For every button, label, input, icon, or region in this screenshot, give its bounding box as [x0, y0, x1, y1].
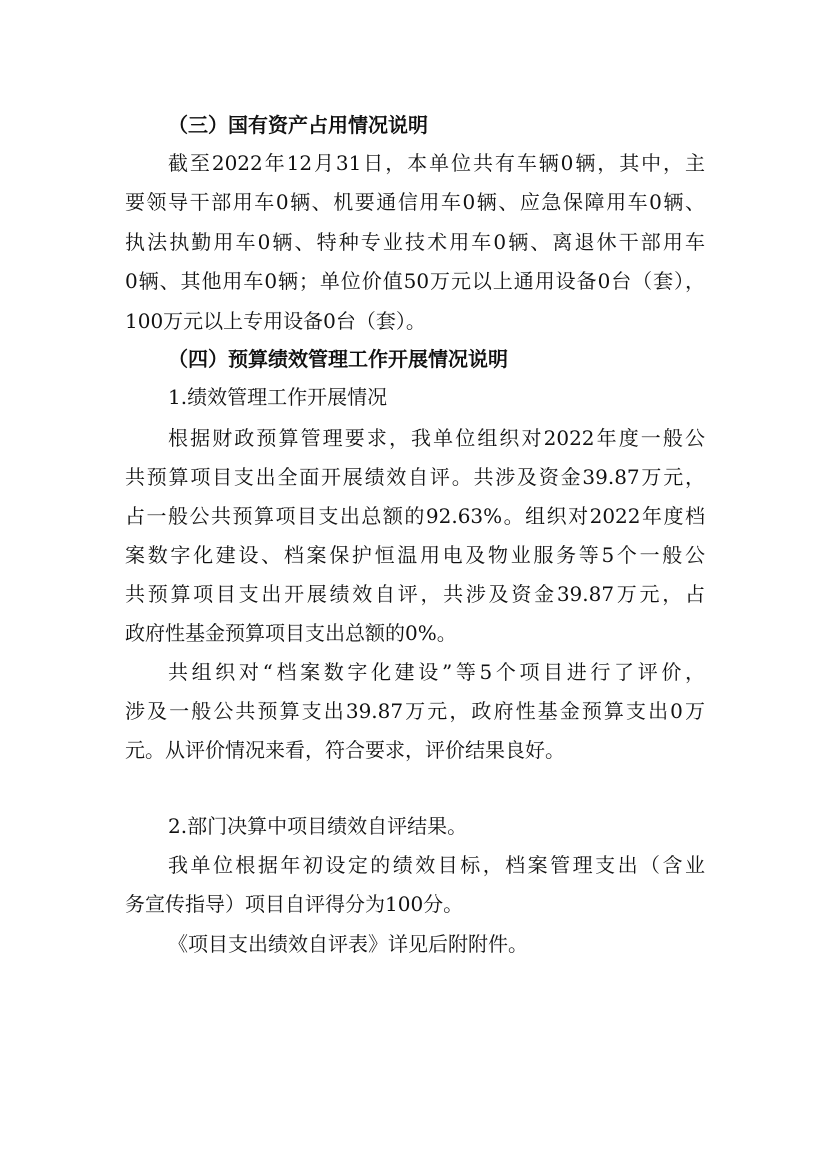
paragraph-line: 100万元以上专用设备0台（套）。 — [125, 309, 426, 333]
paragraph-line: 0辆、其他用车0辆；单位价值50万元以上通用设备0台（套）， — [125, 269, 705, 293]
paragraph-line: 共组织对“档案数字化建设”等5个项目进行了评价， — [168, 660, 705, 684]
subheading-1: 1.绩效管理工作开展情况 — [168, 385, 388, 409]
paragraph-line: 要领导干部用车0辆、机要通信用车0辆、应急保障用车0辆、 — [125, 190, 705, 214]
paragraph-line: 截至2022年12月31日，本单位共有车辆0辆，其中，主 — [168, 151, 705, 175]
paragraph-line: 元。从评价情况来看，符合要求，评价结果良好。 — [125, 738, 565, 762]
paragraph-line: 务宣传指导）项目自评得分为100分。 — [125, 892, 464, 916]
paragraph-line: 案数字化建设、档案保护恒温用电及物业服务等5个一般公 — [125, 543, 705, 567]
subheading-2: 2.部门决算中项目绩效自评结果。 — [168, 814, 468, 838]
paragraph-line: 共预算项目支出全面开展绩效自评。共涉及资金39.87万元， — [125, 465, 705, 489]
paragraph-line: 根据财政预算管理要求，我单位组织对2022年度一般公 — [168, 426, 705, 450]
attachment-note: 《项目支出绩效自评表》详见后附附件。 — [168, 932, 528, 956]
paragraph-line: 执法执勤用车0辆、特种专业技术用车0辆、离退休干部用车 — [125, 230, 705, 254]
paragraph-line: 共预算项目支出开展绩效自评，共涉及资金39.87万元，占 — [125, 582, 705, 606]
paragraph-line: 我单位根据年初设定的绩效目标，档案管理支出（含业 — [168, 853, 705, 877]
paragraph-line: 涉及一般公共预算支出39.87万元，政府性基金预算支出0万 — [125, 699, 705, 723]
paragraph-line: 占一般公共预算项目支出总额的92.63%。组织对2022年度档 — [125, 504, 705, 528]
section-heading-performance: （四）预算绩效管理工作开展情况说明 — [168, 347, 508, 371]
paragraph-line: 政府性基金预算项目支出总额的0%。 — [125, 621, 457, 645]
section-heading-assets: （三）国有资产占用情况说明 — [168, 113, 428, 137]
